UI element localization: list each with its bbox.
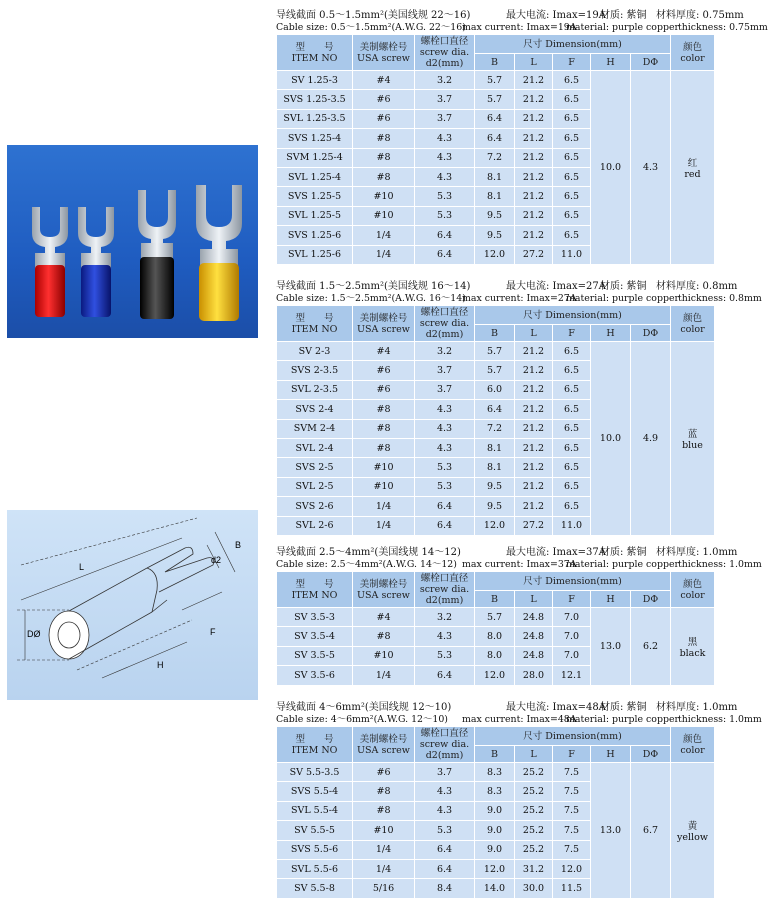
max-current-cn: 最大电流: Imax=19A [506,10,606,21]
yellow-terminal [196,185,242,321]
section-header [276,547,762,571]
product-photo [7,145,258,338]
spec-section-4 [276,702,762,899]
cell: SVL 2-6 [277,516,353,535]
cell: 21.2 [515,438,553,457]
black-terminal [138,190,176,319]
cell: 1/4 [353,245,415,264]
cell: SVM 1.25-4 [277,148,353,167]
cell: 6.4 [415,497,475,516]
cell: 6.4 [475,129,515,148]
cell: 11.0 [553,516,591,535]
col-item: 型 号 ITEM NO [277,727,353,763]
cell: 4.3 [415,801,475,820]
cell: 4.3 [415,400,475,419]
col-dimension: 尺寸 Dimension(mm) [475,727,671,746]
cell: 25.2 [515,840,553,859]
cell: 6.5 [553,419,591,438]
cell-h: 10.0 [591,71,631,265]
max-current-cn: 最大电流: Imax=48A [506,702,606,713]
cell: SVS 5.5-4 [277,782,353,801]
cell: 6.5 [553,148,591,167]
cell: 6.5 [553,400,591,419]
cell: 12.0 [475,859,515,878]
cell: 6.5 [553,458,591,477]
col-screw: 美制螺栓号 USA screw [353,727,415,763]
cell: 8.1 [475,438,515,457]
cell: SVL 1.25-5 [277,206,353,225]
cell: SV 5.5-8 [277,879,353,898]
col-h: H [591,591,631,608]
cell: 3.7 [415,109,475,128]
max-current-cn: 最大电流: Imax=27A [506,281,606,292]
cell: #10 [353,477,415,496]
label-B: B [235,540,242,550]
cell: 21.2 [515,71,553,90]
col-dia: 螺栓口直径 screw dia. d2(mm) [415,572,475,608]
col-item: 型 号 ITEM NO [277,35,353,71]
cell: 6.4 [475,400,515,419]
cell: 5/16 [353,879,415,898]
col-dia: 螺栓口直径 screw dia. d2(mm) [415,306,475,342]
cell: 3.7 [415,361,475,380]
cell: SVL 5.5-6 [277,859,353,878]
cell: #8 [353,782,415,801]
col-color: 颜色 color [671,727,715,763]
material-cn: 材质: 紫铜 [600,281,647,292]
cell: 6.4 [415,245,475,264]
cell: 7.0 [553,608,591,627]
cell: 27.2 [515,245,553,264]
cell: #8 [353,438,415,457]
cell: 21.2 [515,187,553,206]
cell: 12.0 [475,516,515,535]
cell: 21.2 [515,90,553,109]
cell: 21.2 [515,361,553,380]
col-f: F [553,591,591,608]
cell: 8.3 [475,782,515,801]
table-row [277,342,715,361]
cell: 4.3 [415,129,475,148]
cell: 6.4 [415,859,475,878]
spec-section-1 [276,10,768,265]
cell: 4.3 [415,167,475,186]
cell: 7.0 [553,627,591,646]
label-d2: d2 [211,555,222,565]
col-l: L [515,591,553,608]
col-l: L [515,325,553,342]
cell: SV 3.5-6 [277,666,353,685]
material-cn: 材质: 紫铜 [600,547,647,558]
cell: #10 [353,206,415,225]
cell: 7.0 [553,646,591,665]
cell: #4 [353,342,415,361]
max-current-en: max current: Imax=48A [462,714,577,725]
col-dimension: 尺寸 Dimension(mm) [475,306,671,325]
cell: SVL 1.25-6 [277,245,353,264]
cell: SVS 1.25-6 [277,226,353,245]
cell: 21.2 [515,206,553,225]
col-h: H [591,325,631,342]
col-h: H [591,54,631,71]
cell: #10 [353,458,415,477]
cell: 3.7 [415,90,475,109]
cell: 11.5 [553,879,591,898]
cell: 6.5 [553,167,591,186]
thickness-cn: 材料厚度: 0.8mm [656,281,738,292]
cell: 25.2 [515,801,553,820]
cell: 21.2 [515,497,553,516]
cell: 7.5 [553,782,591,801]
cell: 6.5 [553,380,591,399]
cell: 1/4 [353,840,415,859]
cell: 12.0 [475,245,515,264]
cell: SVM 2-4 [277,419,353,438]
cell: 21.2 [515,109,553,128]
cell: SVL 2-4 [277,438,353,457]
cell: #8 [353,167,415,186]
cell: 9.5 [475,477,515,496]
cell: 5.3 [415,821,475,840]
spec-table [276,305,715,536]
cell: 12.0 [475,666,515,685]
cell: 6.5 [553,438,591,457]
cell: 9.0 [475,821,515,840]
cell: SVS 1.25-3.5 [277,90,353,109]
cell: 21.2 [515,342,553,361]
material-en: material: purple copper [566,293,679,304]
col-screw: 美制螺栓号 USA screw [353,572,415,608]
col-d: DΦ [631,54,671,71]
cell: 6.4 [415,516,475,535]
material-en: material: purple copper [566,714,679,725]
cell: 21.2 [515,167,553,186]
cell: 6.5 [553,477,591,496]
col-screw: 美制螺栓号 USA screw [353,35,415,71]
cell: 6.5 [553,187,591,206]
col-dimension: 尺寸 Dimension(mm) [475,572,671,591]
cell: 21.2 [515,477,553,496]
cable-size-cn: 导线截面 1.5～2.5mm²(美国线规 16～14) [276,281,471,292]
cable-size-cn: 导线截面 2.5～4mm²(美国线规 14～12) [276,547,461,558]
red-terminal [32,207,68,317]
label-L: L [79,562,85,572]
table-row [277,71,715,90]
section-header [276,10,768,34]
dimension-diagram [7,510,258,700]
cell: 30.0 [515,879,553,898]
cell: 4.3 [415,627,475,646]
cell: SVS 5.5-6 [277,840,353,859]
cell: SV 5.5-5 [277,821,353,840]
cell: 5.7 [475,608,515,627]
col-color: 颜色 color [671,572,715,608]
col-l: L [515,54,553,71]
cell: #6 [353,109,415,128]
cell: 8.4 [415,879,475,898]
col-dimension: 尺寸 Dimension(mm) [475,35,671,54]
cell-color: 黄 yellow [671,763,715,899]
cell: 1/4 [353,666,415,685]
cell: 21.2 [515,129,553,148]
cell: 21.2 [515,226,553,245]
col-l: L [515,746,553,763]
thickness-en: thickness: 1.0mm [678,559,762,570]
section-header [276,281,762,305]
cell: 6.5 [553,342,591,361]
col-color: 颜色 color [671,306,715,342]
cell: 8.0 [475,627,515,646]
cell-d: 6.7 [631,763,671,899]
cell: 3.7 [415,380,475,399]
cell: 6.5 [553,497,591,516]
thickness-cn: 材料厚度: 0.75mm [656,10,744,21]
col-d: DΦ [631,591,671,608]
section-header [276,702,762,726]
cell: 5.3 [415,477,475,496]
cell: SVS 2-3.5 [277,361,353,380]
cable-size-en: Cable size: 0.5～1.5mm²(A.W.G. 22～16) [276,22,466,33]
cell: 24.8 [515,627,553,646]
cell: 21.2 [515,400,553,419]
cell-d: 6.2 [631,608,671,686]
material-en: material: purple copper [566,22,679,33]
cell: SV 3.5-3 [277,608,353,627]
cell: #10 [353,821,415,840]
cell-color: 红 red [671,71,715,265]
cell: 31.2 [515,859,553,878]
cell: 1/4 [353,859,415,878]
cell: SVS 1.25-4 [277,129,353,148]
cell: 21.2 [515,458,553,477]
cell: #6 [353,90,415,109]
cell-h: 10.0 [591,342,631,536]
cell: 8.1 [475,458,515,477]
cell: 7.2 [475,419,515,438]
cell-d: 4.3 [631,71,671,265]
cell: 21.2 [515,148,553,167]
col-item: 型 号 ITEM NO [277,306,353,342]
cable-size-en: Cable size: 2.5～4mm²(A.W.G. 14～12) [276,559,457,570]
cell: 6.4 [415,666,475,685]
max-current-en: max current: Imax=19A [462,22,577,33]
cell: 1/4 [353,226,415,245]
col-screw: 美制螺栓号 USA screw [353,306,415,342]
spec-table [276,34,715,265]
cell: SVS 2-4 [277,400,353,419]
cell: SVL 2-3.5 [277,380,353,399]
cell: SVL 1.25-4 [277,167,353,186]
cell: 8.3 [475,763,515,782]
cable-size-cn: 导线截面 4～6mm²(美国线规 12～10) [276,702,452,713]
col-color: 颜色 color [671,35,715,71]
table-row [277,608,715,627]
cell: 4.3 [415,438,475,457]
cell: SV 1.25-3 [277,71,353,90]
cell-d: 4.9 [631,342,671,536]
thickness-en: thickness: 1.0mm [678,714,762,725]
spec-section-2 [276,281,762,536]
cell: #8 [353,400,415,419]
max-current-en: max current: Imax=37A [462,559,577,570]
cell: 6.5 [553,361,591,380]
cell: #10 [353,187,415,206]
cell: SV 2-3 [277,342,353,361]
cell: 3.7 [415,763,475,782]
cell-h: 13.0 [591,763,631,899]
cell: 5.3 [415,187,475,206]
material-cn: 材质: 紫铜 [600,702,647,713]
cell: SVS 2-5 [277,458,353,477]
cell: 6.4 [415,840,475,859]
cell: 7.5 [553,840,591,859]
cell: 12.0 [553,859,591,878]
cell: 28.0 [515,666,553,685]
cell: 8.1 [475,167,515,186]
cell: SV 3.5-4 [277,627,353,646]
col-f: F [553,325,591,342]
cell: SV 3.5-5 [277,646,353,665]
table-row [277,763,715,782]
cell: #8 [353,627,415,646]
cell: #4 [353,71,415,90]
col-b: B [475,591,515,608]
col-f: F [553,746,591,763]
cell: 6.4 [475,109,515,128]
col-item: 型 号 ITEM NO [277,572,353,608]
cell: 5.3 [415,646,475,665]
col-f: F [553,54,591,71]
cell: 5.3 [415,458,475,477]
cell: #8 [353,148,415,167]
spec-table [276,726,715,899]
cell-color: 黑 black [671,608,715,686]
cable-size-en: Cable size: 1.5～2.5mm²(A.W.G. 16～14) [276,293,466,304]
cell: 5.7 [475,361,515,380]
cell: SVL 1.25-3.5 [277,109,353,128]
cell: 21.2 [515,380,553,399]
cell: 7.5 [553,821,591,840]
material-cn: 材质: 紫铜 [600,10,647,21]
label-D: DØ [27,629,41,639]
cell: #10 [353,646,415,665]
cell: 8.0 [475,646,515,665]
cell: 5.7 [475,342,515,361]
cell: 7.5 [553,763,591,782]
col-dia: 螺栓口直径 screw dia. d2(mm) [415,35,475,71]
cell: SVL 5.5-4 [277,801,353,820]
col-dia: 螺栓口直径 screw dia. d2(mm) [415,727,475,763]
cell: 7.2 [475,148,515,167]
cell: 9.0 [475,840,515,859]
cell: #6 [353,763,415,782]
cable-size-cn: 导线截面 0.5～1.5mm²(美国线规 22～16) [276,10,471,21]
cell: 9.0 [475,801,515,820]
col-d: DΦ [631,325,671,342]
cell: 6.5 [553,90,591,109]
cell: 6.0 [475,380,515,399]
cell: 6.5 [553,109,591,128]
blue-terminal [78,207,114,317]
cell: 24.8 [515,646,553,665]
cell: 5.7 [475,90,515,109]
cell: 12.1 [553,666,591,685]
thickness-cn: 材料厚度: 1.0mm [656,547,738,558]
cell: 6.5 [553,129,591,148]
cell: 4.3 [415,782,475,801]
spec-table [276,571,715,686]
cell: 24.8 [515,608,553,627]
cell: 6.5 [553,206,591,225]
thickness-cn: 材料厚度: 1.0mm [656,702,738,713]
cable-size-en: Cable size: 4～6mm²(A.W.G. 12～10) [276,714,448,725]
cell: #6 [353,361,415,380]
cell: SV 5.5-3.5 [277,763,353,782]
col-d: DΦ [631,746,671,763]
cell: #8 [353,129,415,148]
col-b: B [475,54,515,71]
cell: 14.0 [475,879,515,898]
cell: #6 [353,380,415,399]
cell: 6.4 [415,226,475,245]
cell: 9.5 [475,226,515,245]
cell: 3.2 [415,71,475,90]
max-current-en: max current: Imax=27A [462,293,577,304]
col-h: H [591,746,631,763]
col-b: B [475,325,515,342]
cell: #8 [353,801,415,820]
cell: 6.5 [553,226,591,245]
cell: 9.5 [475,497,515,516]
thickness-en: thickness: 0.75mm [678,22,768,33]
spec-section-3 [276,547,762,686]
thickness-en: thickness: 0.8mm [678,293,762,304]
cell: 25.2 [515,763,553,782]
cell: 25.2 [515,782,553,801]
cell: 6.5 [553,71,591,90]
cell: SVS 2-6 [277,497,353,516]
cell: #4 [353,608,415,627]
cell: 11.0 [553,245,591,264]
label-H: H [157,660,164,670]
cell: 25.2 [515,821,553,840]
max-current-cn: 最大电流: Imax=37A [506,547,606,558]
cell: 3.2 [415,608,475,627]
cell-color: 蓝 blue [671,342,715,536]
cell: 4.3 [415,419,475,438]
cell: 1/4 [353,516,415,535]
cell-h: 13.0 [591,608,631,686]
label-F: F [210,627,216,637]
cell: #8 [353,419,415,438]
cell: SVS 1.25-5 [277,187,353,206]
cell: 5.3 [415,206,475,225]
cell: 7.5 [553,801,591,820]
cell: 21.2 [515,419,553,438]
cell: 27.2 [515,516,553,535]
material-en: material: purple copper [566,559,679,570]
cell: SVL 2-5 [277,477,353,496]
cell: 1/4 [353,497,415,516]
cell: 9.5 [475,206,515,225]
cell: 4.3 [415,148,475,167]
cell: 3.2 [415,342,475,361]
cell: 5.7 [475,71,515,90]
cell: 8.1 [475,187,515,206]
col-b: B [475,746,515,763]
